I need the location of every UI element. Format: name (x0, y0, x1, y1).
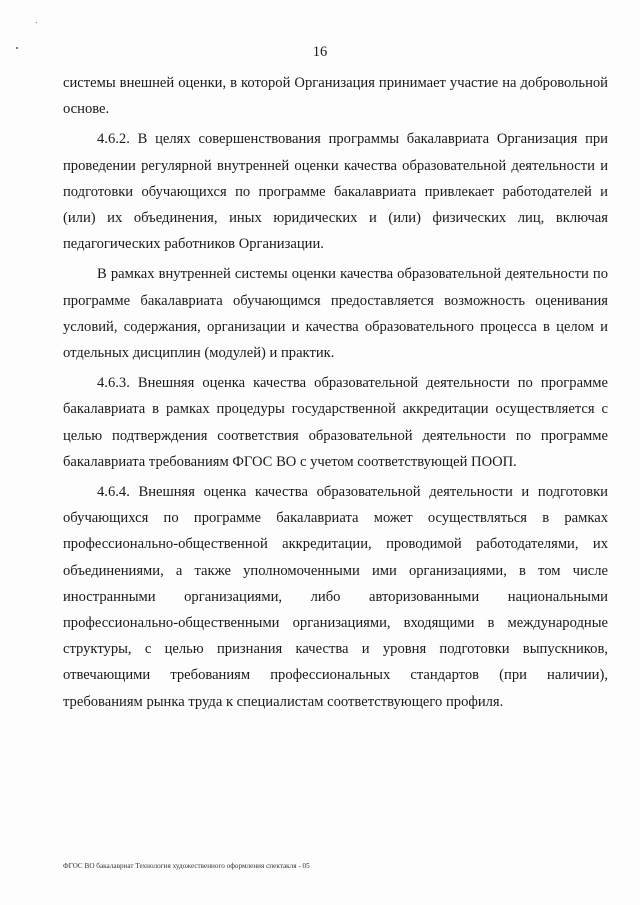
page-footer: ФГОС ВО бакалавриат Технология художественного оформления спектакля - 05 (63, 862, 310, 870)
paragraph: 4.6.3. Внешняя оценка качества образовательной деятельности по программе бакалавриата в рамках процедуры государственной аккредитации осуществляется с целью подтверждения соответствия образовательной деятельности по программе бакалавриата требованиям ФГОС ВО с учетом соответствующей ПООП. (63, 375, 608, 470)
page-number: 16 (312, 44, 328, 60)
scan-speck (36, 22, 37, 23)
document-body (63, 70, 608, 719)
paragraph: В рамках внутренней системы оценки качества образовательной деятельности по программе бакалавриата обучающимся предоставляется возможность оценивания условий, содержания, организации и качества образовательного процесса в целом и отдельных дисциплин (модулей) и практик. (63, 266, 608, 362)
paragraph: 4.6.2. В целях совершенствования программы бакалавриата Организация при проведении регулярной внутренней оценки качества образовательной деятельности и подготовки обучающихся по программе бакалавриата привлекает работодателей и (или) их объединения, иных юридических и (или) физических лиц, включая педагогических работников Организации. (63, 131, 608, 253)
paragraph: системы внешней оценки, в которой Организация принимает участие на добровольной основе. (63, 75, 608, 118)
paragraph: 4.6.4. Внешняя оценка качества образовательной деятельности и подготовки обучающихся по программе бакалавриата может осуществляться в рамках профессионально-общественной аккредитации, проводимой работодателями, их объединениями, а также уполномоченными ими организациями, в том числе иностранными организациями, либо авторизованными национальными профессионально-общественными организациями, входящими в международные структуры, с целью признания качества и уровня подготовки выпускников, отвечающими требованиям профессиональных стандартов (при наличии), требованиям рынка труда к специалистам соответствующего профиля. (63, 484, 608, 710)
